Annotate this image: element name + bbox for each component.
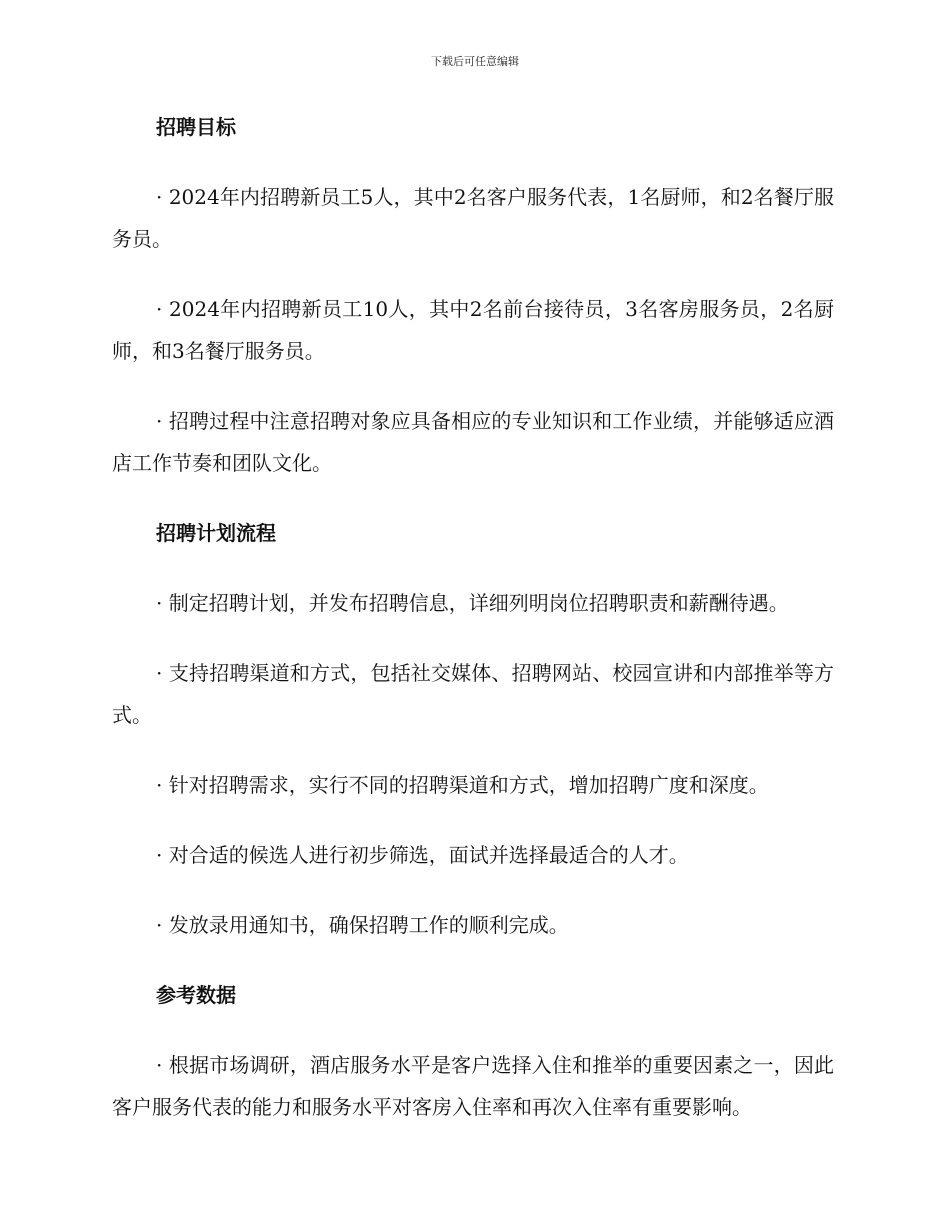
paragraph: · 2024年内招聘新员工10人，其中2名前台接待员，3名客房服务员，2名厨师，和3名餐厅服务员。	[112, 297, 834, 363]
paragraph: · 支持招聘渠道和方式，包括社交媒体、招聘网站、校园宣讲和内部推举等方式。	[112, 661, 834, 727]
section-recruitment-process	[112, 512, 834, 946]
paragraph: · 2024年内招聘新员工5人，其中2名客户服务代表，1名厨师，和2名餐厅服务员。	[112, 185, 834, 251]
section-heading: 招聘计划流程	[156, 521, 276, 545]
page-header: 下载后可任意编辑	[431, 55, 519, 68]
paragraph: · 制定招聘计划，并发布招聘信息，详细列明岗位招聘职责和薪酬待遇。	[156, 591, 789, 615]
section-reference-data	[112, 974, 834, 1128]
paragraph: · 发放录用通知书，确保招聘工作的顺利完成。	[156, 913, 569, 937]
paragraph: · 对合适的候选人进行初步筛选，面试并选择最适合的人才。	[156, 843, 689, 867]
section-recruitment-goals	[112, 106, 834, 484]
section-heading: 参考数据	[156, 983, 236, 1007]
paragraph: · 针对招聘需求，实行不同的招聘渠道和方式，增加招聘广度和深度。	[156, 773, 769, 797]
section-heading: 招聘目标	[156, 115, 236, 139]
paragraph: · 招聘过程中注意招聘对象应具备相应的专业知识和工作业绩，并能够适应酒店工作节奏和团队文化。	[112, 409, 834, 475]
paragraph: · 根据市场调研，酒店服务水平是客户选择入住和推举的重要因素之一，因此客户服务代表的能力和服务水平对客房入住率和再次入住率有重要影响。	[112, 1053, 834, 1119]
document-body	[112, 106, 834, 1128]
